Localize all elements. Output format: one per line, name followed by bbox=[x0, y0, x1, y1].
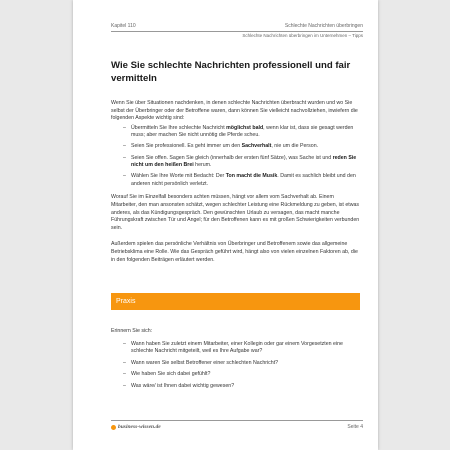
list-item: – Wann waren Sie selbst Betroffener einer schlechten Nachricht? bbox=[123, 359, 279, 366]
document-page bbox=[73, 0, 378, 450]
header-title: Schlechte Nachrichten überbringen bbox=[284, 23, 363, 29]
dash-marker: – bbox=[123, 359, 126, 366]
praxis-label: Praxis bbox=[116, 298, 136, 305]
dash-marker: – bbox=[123, 382, 126, 389]
list-item: – Übermitteln Sie Ihre schlechte Nachricht möglichst bald, wenn klar ist, dass sie gesagt werden muss; aber machen Sie nicht unnötig die Pferde scheu. bbox=[123, 124, 354, 139]
logo-dot-icon bbox=[111, 425, 116, 430]
dash-marker: – bbox=[123, 371, 126, 378]
page-header bbox=[111, 23, 363, 39]
aspects-list bbox=[111, 125, 360, 189]
page-number: Seite 4 bbox=[347, 424, 363, 430]
intro-paragraph: Wenn Sie über Situationen nachdenken, in denen schlechte Nachrichten überbracht wurden und wo Sie selbst der Überbringer oder der Betroffene waren, dann können Sie vielleicht nachvollziehen, inwiefern die folgenden Aspekte wichtig sind: bbox=[111, 100, 358, 122]
footer-divider bbox=[111, 420, 363, 421]
list-item: – Was wäre/ ist Ihnen dabei wichtig gewesen? bbox=[123, 382, 235, 389]
dash-marker: – bbox=[123, 340, 126, 347]
business-wissen-logo bbox=[111, 424, 161, 430]
praxis-banner bbox=[111, 293, 360, 310]
praxis-task bbox=[111, 328, 360, 395]
list-item: – Wann haben Sie zuletzt einem Mitarbeiter, einer Kollegin oder gar einem Vorgesetzten eine schlechte Nachricht mitgeteilt, weil es Ihre Aufgabe war? bbox=[123, 340, 343, 355]
dash-marker: – bbox=[123, 124, 126, 131]
list-item: – Seien Sie offen. Sagen Sie gleich (innerhalb der ersten fünf Sätze), was Sache ist und reden Sie nicht um den heißen Brei herum. bbox=[123, 154, 357, 169]
chapter-label: Kapitel 110 bbox=[111, 23, 136, 29]
dash-marker: – bbox=[123, 173, 126, 180]
section-heading: Wie Sie schlechte Nachrichten professionell und fair vermitteln bbox=[111, 60, 351, 84]
dash-marker: – bbox=[123, 143, 126, 150]
list-item: – Wie haben Sie sich dabei gefühlt? bbox=[123, 371, 211, 378]
list-item: – Wählen Sie Ihre Worte mit Bedacht: Der Ton macht die Musik. Damit es sachlich bleibt und den anderen nicht persönlich verletzt. bbox=[123, 173, 356, 187]
logo-text: business-wissen.de bbox=[118, 424, 161, 430]
body-paragraph-2: Außerdem spielen das persönliche Verhältnis von Überbringer und Betroffenem sowie das allgemeine Betriebsklima eine Rolle. Wie das Gespräch geführt wird, hängt also von vielen einzelnen Faktoren ab, die in den folgenden Beiträgen erläutert werden. bbox=[111, 241, 358, 263]
dash-marker: – bbox=[123, 154, 126, 161]
task-list bbox=[111, 341, 360, 391]
main-content bbox=[111, 60, 360, 264]
list-item: – Seien Sie professionell. Es geht immer um den Sachverhalt, nie um die Person. bbox=[123, 143, 319, 150]
page-footer bbox=[111, 420, 363, 430]
body-paragraph-1: Worauf Sie im Einzelfall besonders achten müssen, hängt vor allem vom Sachverhalt ab. Einem Mitarbeiter, den man ansonsten schätzt, wegen schlechter Leistung eine Rückmeldung zu geben, ist etwas anderes, als das Kündigungsgespräch. Den gewünschten Urlaub zu versagen, das macht manche Führungskraft zwischen Tür und Angel; für den Betroffenen kann es mit großen Schwierigkeiten verbunden sein. bbox=[111, 194, 360, 231]
header-subtitle: Schlechte Nachrichten überbringen im Unternehmen – Tipps bbox=[242, 33, 363, 38]
header-divider bbox=[111, 31, 363, 32]
task-intro: Erinnern Sie sich: bbox=[111, 328, 153, 334]
